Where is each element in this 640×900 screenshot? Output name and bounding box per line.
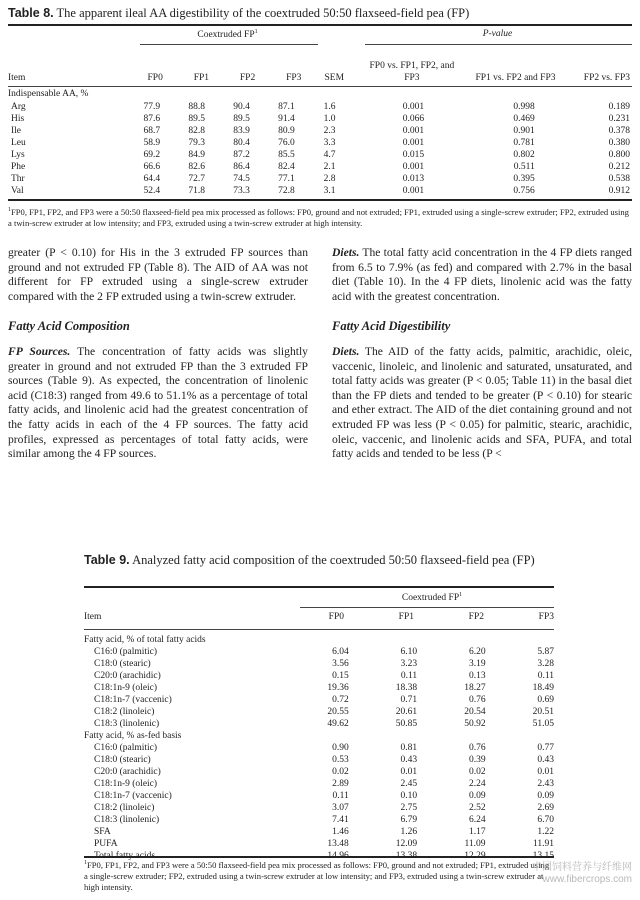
left-column	[8, 246, 308, 462]
cell-value: 0.43	[400, 755, 418, 765]
cell-value: 84.9	[188, 150, 205, 160]
cell-value: 3.07	[332, 803, 349, 813]
cell-value: 3.19	[468, 659, 486, 669]
cell-value: 85.5	[278, 150, 295, 160]
cell-value: 76.0	[278, 138, 295, 148]
cell-value: 89.5	[188, 114, 205, 124]
row-label: Arg	[11, 102, 26, 112]
cell-value: 18.27	[464, 683, 486, 693]
cell-value: 13.15	[532, 851, 554, 861]
col-sem: SEM	[324, 73, 345, 83]
cell-value: 64.4	[143, 174, 161, 184]
cell-value: 2.8	[323, 174, 336, 184]
cell-value: 49.62	[327, 719, 349, 729]
cell-value: 0.912	[608, 186, 630, 196]
cell-value: 80.4	[233, 138, 250, 148]
cell-value: 88.8	[188, 102, 205, 112]
col-item: Item	[8, 73, 26, 83]
cell-value: 91.4	[278, 114, 295, 124]
cell-value: 0.11	[400, 671, 418, 681]
table8-caption	[8, 6, 632, 21]
table9-header-row	[84, 609, 554, 625]
table-row	[84, 682, 554, 694]
left-para-1: greater (P < 0.10) for His in the 3 extruded FP sources than ground and not extruded FP (Table 8). The AID of AA was not different for FP extruded using a single-screw extruder compared with the 2 FP extruded using a twin-screw extruder.	[8, 246, 308, 303]
col-p3: FP2 vs. FP3	[583, 73, 630, 83]
cell-value: 0.09	[468, 791, 486, 801]
table9-body	[84, 634, 554, 862]
row-label: C18:0 (stearic)	[94, 659, 151, 669]
cell-value: 6.70	[537, 815, 554, 825]
cell-value: 73.3	[233, 186, 250, 196]
table9-group-header: Coextruded $FP^1$	[401, 592, 463, 604]
row-label: C16:0 (palmitic)	[94, 647, 158, 657]
table9-title: Analyzed fatty acid composition of the coextruded 50:50 flaxseed-field pea (FP)	[132, 553, 535, 567]
cell-value: 0.001	[402, 126, 425, 136]
cell-value: 0.469	[513, 114, 535, 124]
cell-value: 6.24	[468, 815, 486, 825]
cell-value: 77.1	[278, 174, 295, 184]
t9-col-fp3: FP3	[538, 612, 554, 622]
section-row	[84, 730, 554, 742]
cell-value: 58.9	[143, 138, 161, 148]
cell-value: 87.1	[278, 102, 295, 112]
cell-value: 3.1	[323, 186, 336, 196]
cell-value: 72.8	[278, 186, 295, 196]
cell-value: 0.013	[402, 174, 425, 184]
cell-value: 0.231	[608, 114, 630, 124]
row-label: C16:0 (palmitic)	[94, 743, 158, 753]
row-label: SFA	[94, 827, 111, 837]
cell-value: 0.212	[608, 162, 630, 172]
cell-value: 0.001	[402, 138, 425, 148]
cell-value: 0.11	[537, 671, 554, 681]
cell-value: 0.09	[537, 791, 554, 801]
cell-value: 2.89	[332, 779, 349, 789]
cell-value: 0.189	[608, 102, 630, 112]
cell-value: 2.1	[323, 162, 336, 172]
cell-value: 82.4	[278, 162, 295, 172]
cell-value: 13.38	[395, 851, 418, 861]
row-label: His	[11, 114, 25, 124]
left-para-2: FP Sources. The concentration of fatty acids was slightly greater in ground and not extruded FP than the 3 extruded FP sources (Table 9). As expected, the concentration of linolenic acid (C18:3) ranged from 49.6 to 51.1% as a percentage of total fatty acids, and linolenic acid had the greatest concentration of the fatty acids in each of the 4 FP sources. The fatty acid profiles, expressed as percentages of total fatty acids, were similar among the 4 FP sources.	[8, 344, 308, 461]
cell-value: 0.81	[400, 743, 418, 753]
table-row	[8, 137, 632, 149]
cell-value: 12.29	[464, 851, 486, 861]
cell-value: 0.538	[608, 174, 630, 184]
cell-value: 0.781	[513, 138, 535, 148]
table-row	[8, 113, 632, 125]
row-label: C18:1n-9 (oleic)	[94, 683, 158, 693]
cell-value: 2.69	[537, 803, 554, 813]
right-column	[332, 246, 632, 462]
table-row	[84, 790, 554, 802]
table-row	[84, 670, 554, 682]
table-row	[8, 185, 632, 197]
table-row	[84, 814, 554, 826]
cell-value: 89.5	[233, 114, 250, 124]
cell-value: 2.24	[468, 779, 486, 789]
cell-value: 4.7	[323, 150, 336, 160]
table8-footnote: $^1$FP0, FP1, FP2, and FP3 were a 50:50 flaxseed-field pea mix processed as follows: FP0, ground and not extruded; FP1, extruded using a single-screw extruder; FP2, extruded using a twin-screw extruder at low intensity; and FP3, extruded using a twin-screw extruder at high intensity.	[8, 206, 629, 228]
watermark-line-2: www.fibercrops.com	[542, 874, 632, 885]
cell-value: 0.39	[468, 755, 486, 765]
row-label: C18:1n-7 (vaccenic)	[94, 791, 172, 801]
cell-value: 0.802	[513, 150, 535, 160]
cell-value: 6.20	[468, 647, 486, 657]
cell-value: 0.015	[402, 150, 425, 160]
cell-value: 82.6	[188, 162, 205, 172]
table-row	[84, 646, 554, 658]
cell-value: 0.01	[400, 767, 418, 777]
table-row	[8, 101, 632, 113]
cell-value: 12.09	[395, 839, 418, 849]
heading-fatty-acid-digestibility: Fatty Acid Digestibility	[332, 319, 451, 334]
cell-value: 74.5	[233, 174, 250, 184]
cell-value: 1.22	[537, 827, 554, 837]
table9-top-rule	[84, 586, 554, 588]
cell-value: 3.3	[323, 138, 336, 148]
cell-value: 19.36	[327, 683, 349, 693]
cell-value: 0.11	[332, 791, 349, 801]
table8-pvalue-rule	[365, 44, 632, 45]
cell-value: 0.395	[513, 174, 535, 184]
table8-bottom-rule	[8, 199, 632, 201]
cell-value: 1.26	[400, 827, 418, 837]
cell-value: 18.49	[532, 683, 554, 693]
cell-value: 2.75	[400, 803, 418, 813]
cell-value: 50.85	[395, 719, 418, 729]
heading-fatty-acid-composition: Fatty Acid Composition	[8, 319, 130, 334]
cell-value: 83.9	[233, 126, 250, 136]
cell-value: 7.41	[332, 815, 349, 825]
cell-value: 52.4	[143, 186, 161, 196]
table-row	[84, 826, 554, 838]
cell-value: 0.378	[608, 126, 630, 136]
cell-value: 0.511	[513, 162, 535, 172]
table-row	[84, 838, 554, 850]
table-row	[84, 754, 554, 766]
cell-value: 0.02	[468, 767, 486, 777]
cell-value: 6.04	[332, 647, 349, 657]
cell-value: 0.901	[513, 126, 535, 136]
col-fp0: FP0	[147, 73, 163, 83]
row-label: C18:0 (stearic)	[94, 755, 151, 765]
table8-top-rule	[8, 24, 632, 26]
cell-value: 13.48	[327, 839, 349, 849]
cell-value: 5.87	[537, 647, 554, 657]
t9-col-fp1: FP1	[398, 612, 414, 622]
table8-header-rule	[8, 86, 632, 87]
table8-group-header: Coextruded $FP^1$	[197, 29, 258, 41]
table-row	[84, 706, 554, 718]
table8-body	[8, 101, 632, 197]
col-p1: FP0 vs. FP1, FP2, and FP3	[369, 61, 455, 83]
cell-value: 0.756	[513, 186, 535, 196]
table-row	[84, 802, 554, 814]
cell-value: 77.9	[143, 102, 161, 112]
cell-value: 0.01	[537, 767, 554, 777]
cell-value: 87.6	[143, 114, 161, 124]
cell-value: 0.001	[402, 102, 425, 112]
cell-value: 0.998	[513, 102, 535, 112]
table9-header-rule	[84, 629, 554, 630]
table9-caption	[84, 553, 554, 568]
cell-value: 2.45	[400, 779, 418, 789]
cell-value: 82.8	[188, 126, 205, 136]
cell-value: 20.61	[395, 707, 418, 717]
table8-title: The apparent ileal AA digestibility of the coextruded 50:50 flaxseed-field pea (FP)	[56, 6, 470, 20]
cell-value: 0.380	[608, 138, 630, 148]
cell-value: 20.51	[532, 707, 554, 717]
cell-value: 72.7	[188, 174, 205, 184]
row-label: Ile	[11, 126, 22, 136]
section-label: Fatty acid, % as-fed basis	[84, 731, 182, 741]
table-row	[84, 658, 554, 670]
cell-value: 0.43	[537, 755, 554, 765]
cell-value: 0.15	[332, 671, 349, 681]
table8-section: Indispensable AA, %	[8, 89, 89, 99]
cell-value: 50.92	[464, 719, 486, 729]
row-label: PUFA	[94, 839, 118, 849]
cell-value: 0.001	[402, 162, 425, 172]
table-row	[84, 778, 554, 790]
table8-label: Table 8.	[8, 6, 54, 20]
cell-value: 1.0	[323, 114, 336, 124]
cell-value: 14.96	[327, 851, 349, 861]
cell-value: 0.71	[400, 695, 418, 705]
cell-value: 0.800	[608, 150, 630, 160]
col-p2: FP1 vs. FP2 and FP3	[475, 73, 556, 83]
row-label: C18:1n-7 (vaccenic)	[94, 695, 172, 705]
cell-value: 3.56	[332, 659, 349, 669]
cell-value: 11.91	[532, 839, 554, 849]
row-label: C18:3 (linolenic)	[94, 719, 160, 729]
watermark-line-1: 中国饲料营养与纤维网	[532, 862, 632, 873]
right-para-1: Diets. The total fatty acid concentration in the 4 FP diets ranged from 6.5 to 7.9% (as fed) and compared with 2.7% in the basal diet (Table 10). In the 4 FP diets, linolenic acid was the fatty acid with the greatest concentration.	[332, 246, 632, 303]
section-row	[84, 634, 554, 646]
cell-value: 80.9	[278, 126, 295, 136]
table-row	[84, 718, 554, 730]
table-row	[8, 149, 632, 161]
cell-value: 71.8	[188, 186, 205, 196]
cell-value: 0.001	[402, 186, 425, 196]
row-label: Leu	[11, 138, 26, 148]
table-row	[8, 161, 632, 173]
table9-group-rule	[300, 607, 554, 608]
row-label: C18:1n-9 (oleic)	[94, 779, 158, 789]
col-fp1: FP1	[193, 73, 210, 83]
cell-value: 2.52	[468, 803, 486, 813]
cell-value: 11.09	[464, 839, 486, 849]
cell-value: 1.46	[332, 827, 349, 837]
cell-value: 69.2	[143, 150, 161, 160]
table-row	[84, 694, 554, 706]
cell-value: 0.53	[332, 755, 349, 765]
table-row	[8, 173, 632, 185]
table-row	[84, 742, 554, 754]
cell-value: 2.43	[537, 779, 554, 789]
table8-group-rule	[140, 44, 318, 45]
row-label: Thr	[11, 174, 25, 184]
t9-col-fp2: FP2	[468, 612, 484, 622]
row-label: C18:2 (linoleic)	[94, 707, 155, 717]
cell-value: 79.3	[188, 138, 205, 148]
row-label: Lys	[11, 150, 25, 160]
watermark	[522, 862, 632, 886]
cell-value: 0.76	[468, 695, 486, 705]
t9-col-item: Item	[84, 612, 102, 622]
cell-value: 18.38	[395, 683, 418, 693]
cell-value: 1.17	[468, 827, 486, 837]
cell-value: 0.066	[402, 114, 425, 124]
col-fp2: FP2	[239, 73, 256, 83]
cell-value: 6.10	[400, 647, 418, 657]
cell-value: 68.7	[143, 126, 161, 136]
col-fp3: FP3	[286, 73, 302, 83]
cell-value: 2.3	[323, 126, 336, 136]
cell-value: 0.02	[332, 767, 349, 777]
table9-footnote: $^1$FP0, FP1, FP2, and FP3 were a 50:50 flaxseed-field pea mix processed as follows: FP0, ground and not extruded; FP1, extruded using a single-screw extruder; FP2, extruded using a twin-screw extruder at low intensity; and FP3, extruded using a twin-screw extruder at high intensity.	[84, 859, 550, 892]
cell-value: 87.2	[233, 150, 250, 160]
cell-value: 20.55	[327, 707, 349, 717]
cell-value: 0.76	[468, 743, 486, 753]
t9-col-fp0: FP0	[328, 612, 344, 622]
table8-header-row	[8, 50, 632, 84]
cell-value: 0.77	[537, 743, 554, 753]
row-label: C18:2 (linoleic)	[94, 803, 155, 813]
table-row	[84, 766, 554, 778]
row-label: Val	[11, 186, 24, 196]
cell-value: 86.4	[233, 162, 250, 172]
cell-value: 3.28	[537, 659, 554, 669]
table8-pvalue-header: P-value	[482, 29, 513, 39]
cell-value: 0.69	[537, 695, 554, 705]
cell-value: 3.23	[400, 659, 418, 669]
table9-label: Table 9.	[84, 553, 130, 567]
cell-value: 66.6	[143, 162, 161, 172]
cell-value: 90.4	[233, 102, 250, 112]
cell-value: 0.10	[400, 791, 418, 801]
row-label: C18:3 (linolenic)	[94, 815, 160, 825]
cell-value: 51.05	[532, 719, 554, 729]
row-label: Phe	[11, 162, 26, 172]
table-row	[8, 125, 632, 137]
cell-value: 6.79	[400, 815, 418, 825]
cell-value: 0.13	[468, 671, 486, 681]
right-para-2: Diets. The AID of the fatty acids, palmitic, arachidic, oleic, vaccenic, linoleic, and linolenic and saturated, unsaturated, and total fatty acids was greater (P < 0.05; Table 11) in the basal diet than the FP diets and tended to be greater (P < 0.10) for stearic and ether extract. The AID of the diet containing ground and not extruded FP was less (P < 0.05) for palmitic, stearic, arachidic, oleic, vaccenic, and linolenic acids and SFA, PUFA, and total fatty acids and tended to be less (P <	[332, 344, 632, 461]
cell-value: 0.90	[332, 743, 349, 753]
row-label: C20:0 (arachidic)	[94, 767, 161, 777]
cell-value: 0.72	[332, 695, 349, 705]
cell-value: 1.6	[323, 102, 336, 112]
row-label: Total fatty acids	[94, 851, 156, 861]
row-label: C20:0 (arachidic)	[94, 671, 161, 681]
section-label: Fatty acid, % of total fatty acids	[84, 635, 206, 645]
cell-value: 20.54	[464, 707, 486, 717]
